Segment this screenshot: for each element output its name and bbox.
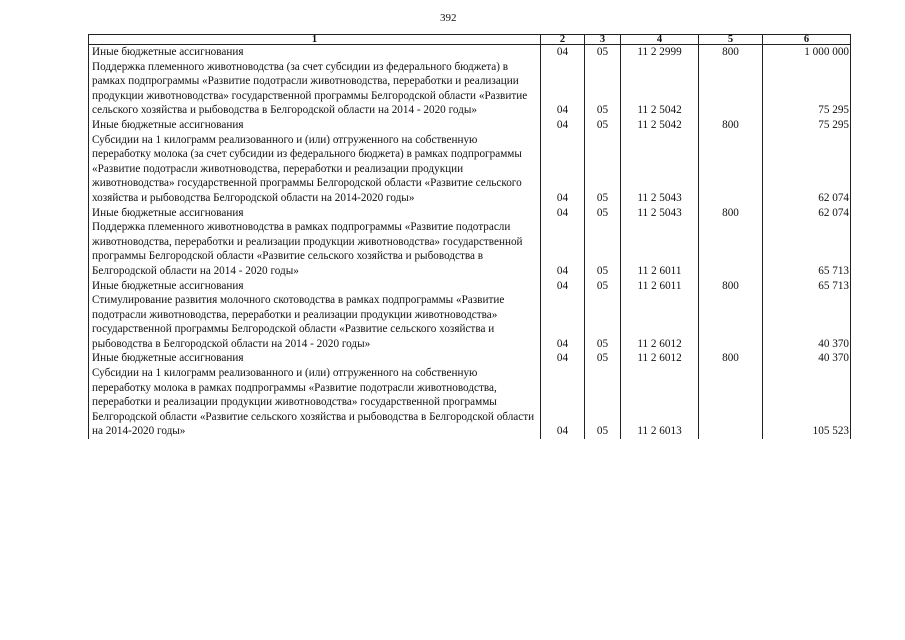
table-row [89,133,851,206]
row-name: Иные бюджетные ассигнования [89,279,541,294]
row-expense-type [699,220,763,278]
table-header-row [89,35,851,45]
row-expense-type: 800 [699,206,763,221]
row-subsection: 05 [585,293,621,351]
row-expense-type: 800 [699,118,763,133]
row-target-article: 11 2 6012 [621,351,699,366]
row-target-article: 11 2 6012 [621,293,699,351]
row-amount: 40 370 [763,293,851,351]
table-row [89,220,851,278]
row-subsection: 05 [585,220,621,278]
column-header-4: 4 [621,35,699,45]
row-name: Стимулирование развития молочного скотоводства в рамках подпрограммы «Развитие подотрасли животноводства, переработки и реализации продукции животноводства» государственной программы Белгородской области «Развитие сельского хозяйства и рыбоводства в Белгородской области на 2014 - 2020 годы» [89,293,541,351]
row-target-article: 11 2 5042 [621,118,699,133]
row-target-article: 11 2 2999 [621,45,699,60]
table-row [89,206,851,221]
column-header-3: 3 [585,35,621,45]
row-section: 04 [541,206,585,221]
row-subsection: 05 [585,118,621,133]
row-expense-type: 800 [699,351,763,366]
table-row [89,366,851,439]
table-body [89,45,851,440]
row-expense-type: 800 [699,45,763,60]
row-section: 04 [541,279,585,294]
row-amount: 1 000 000 [763,45,851,60]
row-target-article: 11 2 6011 [621,279,699,294]
row-target-article: 11 2 5043 [621,206,699,221]
table-row [89,60,851,118]
row-section: 04 [541,366,585,439]
row-name: Поддержка племенного животноводства в рамках подпрограммы «Развитие подотрасли животноводства, переработки и реализации продукции животноводства» государственной программы Белгородской области «Развитие сельского хозяйства и рыбоводства в Белгородской области на 2014 - 2020 годы» [89,220,541,278]
row-target-article: 11 2 5042 [621,60,699,118]
row-subsection: 05 [585,279,621,294]
budget-table [88,34,851,439]
row-section: 04 [541,45,585,60]
column-header-5: 5 [699,35,763,45]
row-name: Иные бюджетные ассигнования [89,206,541,221]
row-amount: 65 713 [763,279,851,294]
table-row [89,45,851,60]
column-header-2: 2 [541,35,585,45]
table-row [89,351,851,366]
row-subsection: 05 [585,366,621,439]
row-section: 04 [541,220,585,278]
row-target-article: 11 2 6013 [621,366,699,439]
row-expense-type [699,293,763,351]
row-subsection: 05 [585,133,621,206]
row-amount: 75 295 [763,118,851,133]
row-amount: 65 713 [763,220,851,278]
row-expense-type [699,366,763,439]
row-amount: 75 295 [763,60,851,118]
row-section: 04 [541,351,585,366]
row-expense-type [699,133,763,206]
row-amount: 105 523 [763,366,851,439]
column-header-6: 6 [763,35,851,45]
row-subsection: 05 [585,351,621,366]
table-row [89,293,851,351]
row-expense-type [699,60,763,118]
table-row [89,279,851,294]
row-amount: 62 074 [763,206,851,221]
row-name: Иные бюджетные ассигнования [89,45,541,60]
row-subsection: 05 [585,206,621,221]
page-number: 392 [440,12,457,24]
table-row [89,118,851,133]
row-name: Субсидии на 1 килограмм реализованного и (или) отгруженного на собственную переработку молока (за счет субсидии из федерального бюджета) в рамках подпрограммы «Развитие подотрасли животноводства, переработки и реализации продукции животноводства» государственной программы Белгородской области «Развитие сельского хозяйства и рыбоводства Белгородской области на 2014-2020 годы» [89,133,541,206]
row-expense-type: 800 [699,279,763,294]
row-name: Иные бюджетные ассигнования [89,118,541,133]
row-section: 04 [541,60,585,118]
row-amount: 40 370 [763,351,851,366]
column-header-1: 1 [89,35,541,45]
row-target-article: 11 2 5043 [621,133,699,206]
row-subsection: 05 [585,45,621,60]
row-name: Поддержка племенного животноводства (за счет субсидии из федерального бюджета) в рамках подпрограммы «Развитие подотрасли животноводства, переработки и реализации продукции животноводства» государственной программы Белгородской области «Развитие сельского хозяйства и рыбоводства в Белгородской области на 2014 - 2020 годы» [89,60,541,118]
row-name: Иные бюджетные ассигнования [89,351,541,366]
row-section: 04 [541,133,585,206]
row-section: 04 [541,118,585,133]
row-name: Субсидии на 1 килограмм реализованного и (или) отгруженного на собственную переработку молока в рамках подпрограммы «Развитие подотрасли животноводства, переработки и реализации продукции животноводства» государственной программы Белгородской области «Развитие сельского хозяйства и рыбоводства в Белгородской области на 2014-2020 годы» [89,366,541,439]
row-section: 04 [541,293,585,351]
row-amount: 62 074 [763,133,851,206]
row-target-article: 11 2 6011 [621,220,699,278]
row-subsection: 05 [585,60,621,118]
